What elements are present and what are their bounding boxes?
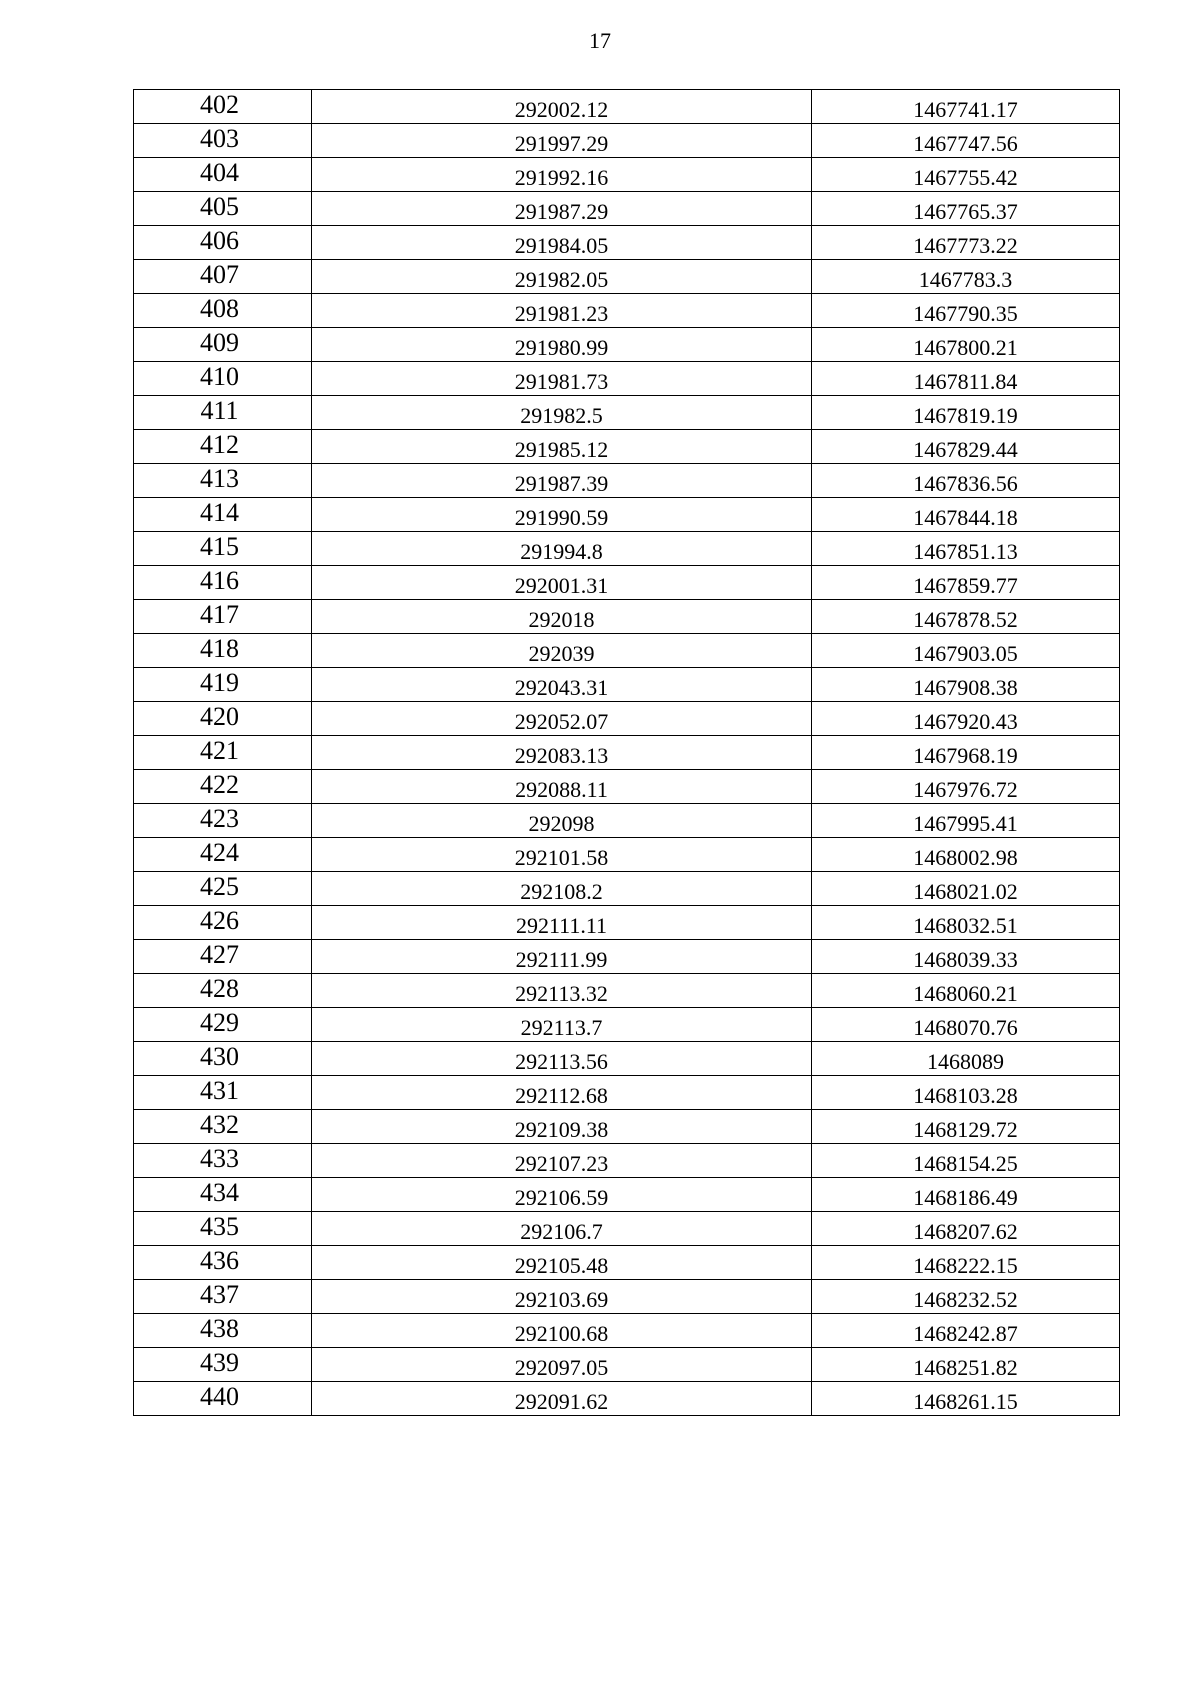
x-coordinate-cell: 291984.05: [312, 226, 812, 260]
table-row: [134, 1076, 1120, 1110]
x-coordinate-cell: 291987.29: [312, 192, 812, 226]
point-number-cell: 412: [134, 430, 312, 464]
x-coordinate-cell: 292101.58: [312, 838, 812, 872]
x-coordinate-cell: 292106.59: [312, 1178, 812, 1212]
table-row: [134, 668, 1120, 702]
point-number-cell: 414: [134, 498, 312, 532]
table-row: [134, 1314, 1120, 1348]
coordinates-table: [133, 89, 1120, 1416]
table-row: [134, 1144, 1120, 1178]
table-row: [134, 634, 1120, 668]
y-coordinate-cell: 1467844.18: [812, 498, 1120, 532]
x-coordinate-cell: 291990.59: [312, 498, 812, 532]
point-number-cell: 402: [134, 90, 312, 124]
table-row: [134, 498, 1120, 532]
y-coordinate-cell: 1467755.42: [812, 158, 1120, 192]
point-number-cell: 433: [134, 1144, 312, 1178]
x-coordinate-cell: 291980.99: [312, 328, 812, 362]
x-coordinate-cell: 292112.68: [312, 1076, 812, 1110]
x-coordinate-cell: 292088.11: [312, 770, 812, 804]
x-coordinate-cell: 292106.7: [312, 1212, 812, 1246]
x-coordinate-cell: 292113.56: [312, 1042, 812, 1076]
table-row: [134, 158, 1120, 192]
y-coordinate-cell: 1468032.51: [812, 906, 1120, 940]
point-number-cell: 420: [134, 702, 312, 736]
coordinates-table-body: [134, 90, 1120, 1416]
table-row: [134, 532, 1120, 566]
point-number-cell: 440: [134, 1382, 312, 1416]
table-row: [134, 1110, 1120, 1144]
y-coordinate-cell: 1468021.02: [812, 872, 1120, 906]
point-number-cell: 410: [134, 362, 312, 396]
table-row: [134, 294, 1120, 328]
table-row: [134, 770, 1120, 804]
x-coordinate-cell: 292113.7: [312, 1008, 812, 1042]
x-coordinate-cell: 292039: [312, 634, 812, 668]
y-coordinate-cell: 1468154.25: [812, 1144, 1120, 1178]
x-coordinate-cell: 292002.12: [312, 90, 812, 124]
y-coordinate-cell: 1468039.33: [812, 940, 1120, 974]
x-coordinate-cell: 292103.69: [312, 1280, 812, 1314]
x-coordinate-cell: 292107.23: [312, 1144, 812, 1178]
x-coordinate-cell: 291982.5: [312, 396, 812, 430]
point-number-cell: 436: [134, 1246, 312, 1280]
point-number-cell: 439: [134, 1348, 312, 1382]
y-coordinate-cell: 1467819.19: [812, 396, 1120, 430]
y-coordinate-cell: 1467878.52: [812, 600, 1120, 634]
point-number-cell: 422: [134, 770, 312, 804]
y-coordinate-cell: 1467836.56: [812, 464, 1120, 498]
table-row: [134, 940, 1120, 974]
point-number-cell: 419: [134, 668, 312, 702]
point-number-cell: 418: [134, 634, 312, 668]
x-coordinate-cell: 292083.13: [312, 736, 812, 770]
x-coordinate-cell: 292043.31: [312, 668, 812, 702]
y-coordinate-cell: 1467741.17: [812, 90, 1120, 124]
point-number-cell: 426: [134, 906, 312, 940]
table-row: [134, 362, 1120, 396]
point-number-cell: 423: [134, 804, 312, 838]
table-row: [134, 90, 1120, 124]
y-coordinate-cell: 1467851.13: [812, 532, 1120, 566]
y-coordinate-cell: 1467903.05: [812, 634, 1120, 668]
table-row: [134, 1042, 1120, 1076]
point-number-cell: 403: [134, 124, 312, 158]
y-coordinate-cell: 1467995.41: [812, 804, 1120, 838]
y-coordinate-cell: 1467773.22: [812, 226, 1120, 260]
table-row: [134, 804, 1120, 838]
point-number-cell: 435: [134, 1212, 312, 1246]
y-coordinate-cell: 1468232.52: [812, 1280, 1120, 1314]
table-row: [134, 736, 1120, 770]
table-row: [134, 124, 1120, 158]
point-number-cell: 409: [134, 328, 312, 362]
table-row: [134, 192, 1120, 226]
table-row: [134, 1280, 1120, 1314]
y-coordinate-cell: 1467800.21: [812, 328, 1120, 362]
y-coordinate-cell: 1468103.28: [812, 1076, 1120, 1110]
x-coordinate-cell: 292098: [312, 804, 812, 838]
point-number-cell: 431: [134, 1076, 312, 1110]
x-coordinate-cell: 292105.48: [312, 1246, 812, 1280]
x-coordinate-cell: 292109.38: [312, 1110, 812, 1144]
y-coordinate-cell: 1467783.3: [812, 260, 1120, 294]
y-coordinate-cell: 1467908.38: [812, 668, 1120, 702]
table-row: [134, 1382, 1120, 1416]
table-row: [134, 1246, 1120, 1280]
point-number-cell: 408: [134, 294, 312, 328]
x-coordinate-cell: 291981.23: [312, 294, 812, 328]
point-number-cell: 425: [134, 872, 312, 906]
point-number-cell: 404: [134, 158, 312, 192]
point-number-cell: 438: [134, 1314, 312, 1348]
y-coordinate-cell: 1468070.76: [812, 1008, 1120, 1042]
x-coordinate-cell: 292100.68: [312, 1314, 812, 1348]
x-coordinate-cell: 292097.05: [312, 1348, 812, 1382]
y-coordinate-cell: 1468129.72: [812, 1110, 1120, 1144]
point-number-cell: 417: [134, 600, 312, 634]
y-coordinate-cell: 1467859.77: [812, 566, 1120, 600]
y-coordinate-cell: 1467829.44: [812, 430, 1120, 464]
x-coordinate-cell: 291981.73: [312, 362, 812, 396]
table-row: [134, 1212, 1120, 1246]
y-coordinate-cell: 1468261.15: [812, 1382, 1120, 1416]
table-row: [134, 906, 1120, 940]
point-number-cell: 407: [134, 260, 312, 294]
point-number-cell: 428: [134, 974, 312, 1008]
point-number-cell: 429: [134, 1008, 312, 1042]
x-coordinate-cell: 292111.99: [312, 940, 812, 974]
table-row: [134, 600, 1120, 634]
y-coordinate-cell: 1467747.56: [812, 124, 1120, 158]
y-coordinate-cell: 1467968.19: [812, 736, 1120, 770]
point-number-cell: 430: [134, 1042, 312, 1076]
y-coordinate-cell: 1467976.72: [812, 770, 1120, 804]
table-row: [134, 566, 1120, 600]
table-row: [134, 1348, 1120, 1382]
point-number-cell: 437: [134, 1280, 312, 1314]
x-coordinate-cell: 292113.32: [312, 974, 812, 1008]
y-coordinate-cell: 1468186.49: [812, 1178, 1120, 1212]
point-number-cell: 432: [134, 1110, 312, 1144]
point-number-cell: 406: [134, 226, 312, 260]
y-coordinate-cell: 1467790.35: [812, 294, 1120, 328]
table-row: [134, 226, 1120, 260]
table-row: [134, 974, 1120, 1008]
point-number-cell: 411: [134, 396, 312, 430]
point-number-cell: 405: [134, 192, 312, 226]
x-coordinate-cell: 292091.62: [312, 1382, 812, 1416]
table-row: [134, 464, 1120, 498]
x-coordinate-cell: 292111.11: [312, 906, 812, 940]
point-number-cell: 427: [134, 940, 312, 974]
page-number: 17: [589, 28, 611, 53]
y-coordinate-cell: 1467811.84: [812, 362, 1120, 396]
y-coordinate-cell: 1468089: [812, 1042, 1120, 1076]
table-row: [134, 430, 1120, 464]
y-coordinate-cell: 1468207.62: [812, 1212, 1120, 1246]
y-coordinate-cell: 1468060.21: [812, 974, 1120, 1008]
y-coordinate-cell: 1468242.87: [812, 1314, 1120, 1348]
y-coordinate-cell: 1467920.43: [812, 702, 1120, 736]
x-coordinate-cell: 291987.39: [312, 464, 812, 498]
x-coordinate-cell: 291992.16: [312, 158, 812, 192]
table-row: [134, 1178, 1120, 1212]
x-coordinate-cell: 292001.31: [312, 566, 812, 600]
y-coordinate-cell: 1467765.37: [812, 192, 1120, 226]
point-number-cell: 416: [134, 566, 312, 600]
table-row: [134, 328, 1120, 362]
table-row: [134, 1008, 1120, 1042]
table-row: [134, 396, 1120, 430]
x-coordinate-cell: 292018: [312, 600, 812, 634]
x-coordinate-cell: 292108.2: [312, 872, 812, 906]
x-coordinate-cell: 291997.29: [312, 124, 812, 158]
x-coordinate-cell: 291994.8: [312, 532, 812, 566]
x-coordinate-cell: 291985.12: [312, 430, 812, 464]
y-coordinate-cell: 1468002.98: [812, 838, 1120, 872]
y-coordinate-cell: 1468222.15: [812, 1246, 1120, 1280]
x-coordinate-cell: 292052.07: [312, 702, 812, 736]
table-row: [134, 872, 1120, 906]
point-number-cell: 421: [134, 736, 312, 770]
point-number-cell: 424: [134, 838, 312, 872]
table-row: [134, 838, 1120, 872]
table-row: [134, 702, 1120, 736]
point-number-cell: 413: [134, 464, 312, 498]
point-number-cell: 415: [134, 532, 312, 566]
x-coordinate-cell: 291982.05: [312, 260, 812, 294]
y-coordinate-cell: 1468251.82: [812, 1348, 1120, 1382]
table-row: [134, 260, 1120, 294]
point-number-cell: 434: [134, 1178, 312, 1212]
